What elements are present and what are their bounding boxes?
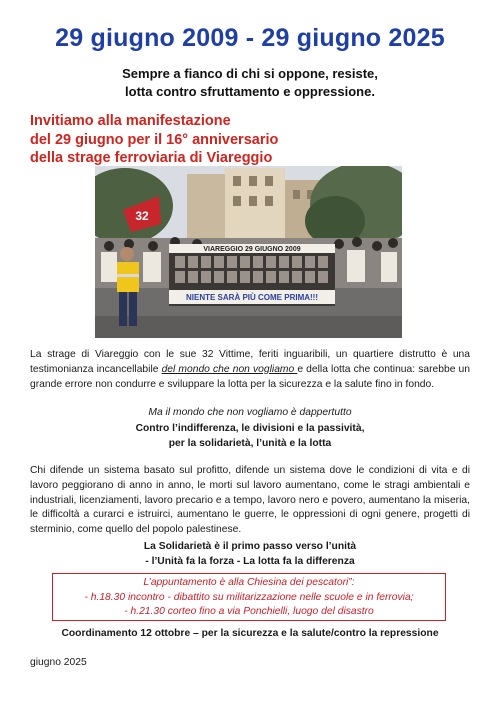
subtitle <box>0 65 500 101</box>
invitation-line-1: Invitiamo alla manifestazione <box>30 113 231 129</box>
coordination-signature: Coordinamento 12 ottobre – per la sicurezza e la salute/contro la repressione <box>61 628 439 639</box>
document-date: giugno 2025 <box>30 657 87 668</box>
slogan-block <box>0 422 500 452</box>
solidarity-line-1: La Solidarietà è il primo passo verso l’unità <box>143 541 357 552</box>
italic-statement: Ma il mondo che non vogliamo è dappertutto <box>148 407 352 418</box>
balloon-number: 32 <box>135 209 149 223</box>
appointment-line-3: - h.21.30 corteo fino a via Ponchielli, luogo del disastro <box>124 606 374 617</box>
banner-top-text: VIAREGGIO 29 GIUGNO 2009 <box>203 246 301 253</box>
paragraph-intro-end: e della lotta che continua: sarebbe un grande errore non condurre e sviluppare la lotta per la sicurezza e la salute fino in fondo. <box>30 363 470 390</box>
slogan-line-1: Contro l’indifferenza, le divisioni e la passività, <box>135 423 365 434</box>
paragraph-intro-emphasis: del mondo che non vogliamo <box>161 363 298 375</box>
subtitle-line-1: Sempre a fianco di chi si oppone, resiste, <box>122 66 378 81</box>
paragraph-intro <box>30 348 470 392</box>
appointment-box <box>52 573 446 621</box>
subtitle-line-2: lotta contro sfruttamento e oppressione. <box>125 84 375 99</box>
invitation-line-2: del 29 giugno per il 16° anniversario <box>30 131 279 148</box>
slogan-line-2: per la solidarietà, l’unità e la lotta <box>168 437 332 449</box>
page-title: 29 giugno 2009 - 29 giugno 2025 <box>55 24 445 52</box>
paragraph-system: Chi difende un sistema basato sul profitto, difende un sistema dove le condizioni di vita e di lavoro peggiorano di anno in anno, le morti sul lavoro aumentano, come le stragi ambientali e industriali, licenziamenti, lavoro precario e a tempo, lavoro nero e povero, aumentano la miseria, le difficoltà a curarci e istruirci, aumentano le guerre, le oppressioni di ogni genere, progetti di sterminio, come quello del popolo palestinese. <box>30 465 470 536</box>
appointment-line-1: L’appuntamento è alla Chiesina dei pescatori”: <box>143 577 355 588</box>
appointment-line-2: - h.18.30 incontro - dibattito su militarizzazione nelle scuole e in ferrovia; <box>84 591 414 603</box>
invitation-heading <box>30 112 330 168</box>
paragraph-intro-start: La strage di Viareggio con le sue 32 Vittime, feriti inguaribili, un quartiere distrutto è una testimonianza incancellabile <box>30 349 470 375</box>
banner-bottom-text: NIENTE SARÀ PIÙ COME PRIMA!!! <box>186 293 318 302</box>
solidarity-block <box>0 540 500 570</box>
march-photo <box>95 166 402 338</box>
invitation-line-3: della strage ferroviaria di Viareggio <box>30 150 273 166</box>
solidarity-line-2: - l’Unità fa la forza - La lotta fa la differenza <box>145 555 355 567</box>
